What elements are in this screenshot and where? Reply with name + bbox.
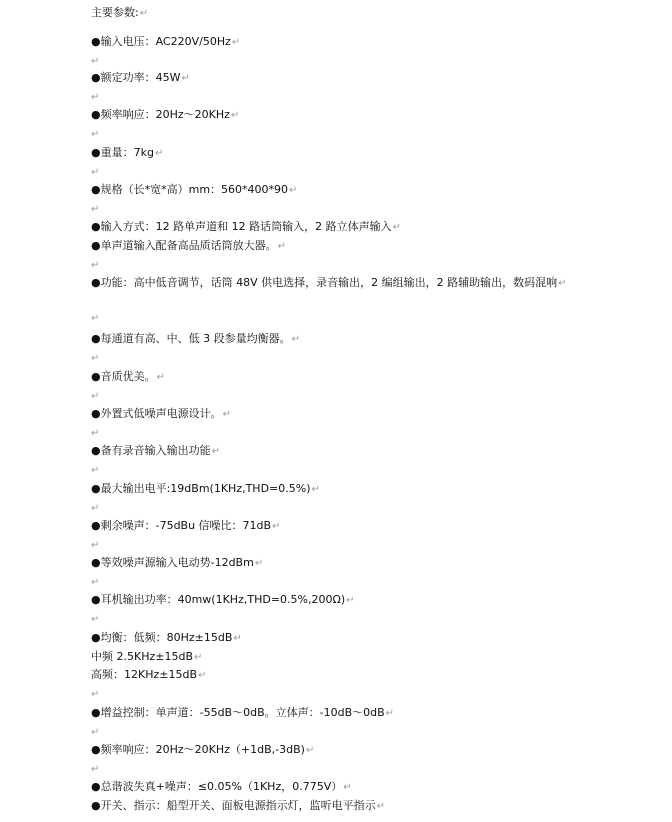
- param-text: ●备有录音输入输出功能: [91, 444, 211, 457]
- param-line: [91, 481, 631, 497]
- param-line: [91, 107, 631, 123]
- paragraph-mark: ↵: [558, 278, 567, 289]
- empty-paragraph: ↵: [91, 465, 100, 476]
- empty-paragraph: ↵: [91, 129, 100, 140]
- param-line: [91, 34, 631, 50]
- empty-paragraph: ↵: [91, 313, 100, 324]
- param-text: ●最大输出电平:19dBm(1KHz,THD=0.5%): [91, 482, 311, 495]
- param-line: [91, 219, 631, 235]
- doc-heading: [91, 5, 631, 21]
- param-text: ●剩余噪声：-75dBu 信噪比：71dB: [91, 519, 272, 532]
- param-text: ●频率响应：20Hz～20KHz: [91, 108, 230, 121]
- param-text: ●总谐波失真+噪声：≤0.05%（1KHz，0.775V）: [91, 780, 343, 793]
- empty-paragraph: ↵: [91, 56, 100, 67]
- param-text: ●均衡：低频：80Hz±15dB: [91, 631, 233, 644]
- empty-paragraph: ↵: [91, 260, 100, 271]
- param-line: [91, 705, 631, 721]
- param-line: [91, 369, 631, 385]
- param-line: [91, 182, 631, 198]
- paragraph-mark: ↵: [181, 73, 190, 84]
- paragraph-mark: ↵: [198, 670, 207, 681]
- empty-paragraph: ↵: [91, 764, 100, 775]
- param-text: ●频率响应：20Hz～20KHz（+1dB,-3dB): [91, 743, 305, 756]
- param-line: [91, 238, 631, 254]
- paragraph-mark: ↵: [211, 446, 220, 457]
- paragraph-mark: ↵: [231, 37, 241, 48]
- param-text: ●等效噪声源输入电动势-12dBm: [91, 556, 254, 569]
- param-line: [91, 742, 631, 758]
- paragraph-mark: ↵: [139, 8, 149, 19]
- param-text: ●开关、指示：船型开关、面板电源指示灯，监听电平指示: [91, 799, 376, 812]
- param-line: [91, 649, 631, 665]
- paragraph-mark: ↵: [385, 708, 395, 719]
- param-text: ●音质优美。: [91, 370, 156, 383]
- empty-paragraph: ↵: [91, 92, 100, 103]
- empty-paragraph: ↵: [91, 614, 100, 625]
- paragraph-mark: ↵: [343, 782, 352, 793]
- empty-paragraph: ↵: [91, 503, 100, 514]
- param-text: 高频：12KHz±15dB: [91, 668, 197, 681]
- paragraph-mark: ↵: [222, 409, 231, 420]
- paragraph-mark: ↵: [291, 334, 300, 345]
- empty-paragraph: ↵: [91, 689, 100, 700]
- param-line: [91, 779, 631, 795]
- param-text: ●重量：7kg: [91, 146, 154, 159]
- empty-paragraph: ↵: [91, 428, 100, 439]
- param-text: ●单声道输入配备高品质话筒放大器。: [91, 239, 277, 252]
- paragraph-mark: ↵: [376, 801, 385, 812]
- doc-heading-text: 主要参数:: [91, 6, 139, 19]
- param-line: [91, 555, 631, 571]
- param-line: [91, 275, 601, 291]
- param-text: ●耳机输出功率：40mw(1KHz,THD=0.5%,200Ω): [91, 593, 346, 606]
- paragraph-mark: ↵: [311, 484, 320, 495]
- param-text: ●额定功率：45W: [91, 71, 181, 84]
- param-text: ●输入方式：12 路单声道和 12 路话筒输入，2 路立体声输入: [91, 220, 392, 233]
- param-text: ●每通道有高、中、低 3 段参量均衡器。: [91, 332, 291, 345]
- paragraph-mark: ↵: [272, 521, 281, 532]
- param-line: [91, 630, 631, 646]
- empty-paragraph: ↵: [91, 167, 100, 178]
- empty-paragraph: ↵: [91, 540, 100, 551]
- empty-paragraph: ↵: [91, 204, 100, 215]
- paragraph-mark: ↵: [254, 558, 264, 569]
- param-line: [91, 331, 631, 347]
- paragraph-mark: ↵: [230, 110, 240, 121]
- param-text: ●规格（长*宽*高）mm：560*400*90: [91, 183, 289, 196]
- paragraph-mark: ↵: [277, 241, 286, 252]
- param-line: [91, 145, 631, 161]
- paragraph-mark: ↵: [392, 222, 401, 233]
- empty-paragraph: ↵: [91, 577, 100, 588]
- param-text: ●输入电压：AC220V/50Hz: [91, 35, 231, 48]
- param-line: [91, 798, 631, 814]
- empty-paragraph: ↵: [91, 727, 100, 738]
- paragraph-mark: ↵: [289, 185, 298, 196]
- paragraph-mark: ↵: [346, 595, 355, 606]
- param-text: ●增益控制：单声道：-55dB～0dB。立体声：-10dB～0dB: [91, 706, 385, 719]
- paragraph-mark: ↵: [233, 633, 242, 644]
- paragraph-mark: ↵: [194, 652, 203, 663]
- empty-paragraph: ↵: [91, 353, 100, 364]
- param-line: [91, 518, 631, 534]
- param-text: 中频 2.5KHz±15dB: [91, 650, 193, 663]
- param-text: ●功能：高中低音调节，话筒 48V 供电选择，录音输出，2 编组输出，2 路辅助输出，数码混响: [91, 276, 558, 289]
- param-text: ●外置式低噪声电源设计。: [91, 407, 222, 420]
- param-line: [91, 406, 631, 422]
- paragraph-mark: ↵: [305, 745, 315, 756]
- paragraph-mark: ↵: [156, 372, 165, 383]
- empty-paragraph: ↵: [91, 391, 100, 402]
- paragraph-mark: ↵: [154, 148, 164, 159]
- param-line: [91, 592, 631, 608]
- param-line: [91, 443, 631, 459]
- param-line: [91, 667, 631, 683]
- param-line: [91, 70, 631, 86]
